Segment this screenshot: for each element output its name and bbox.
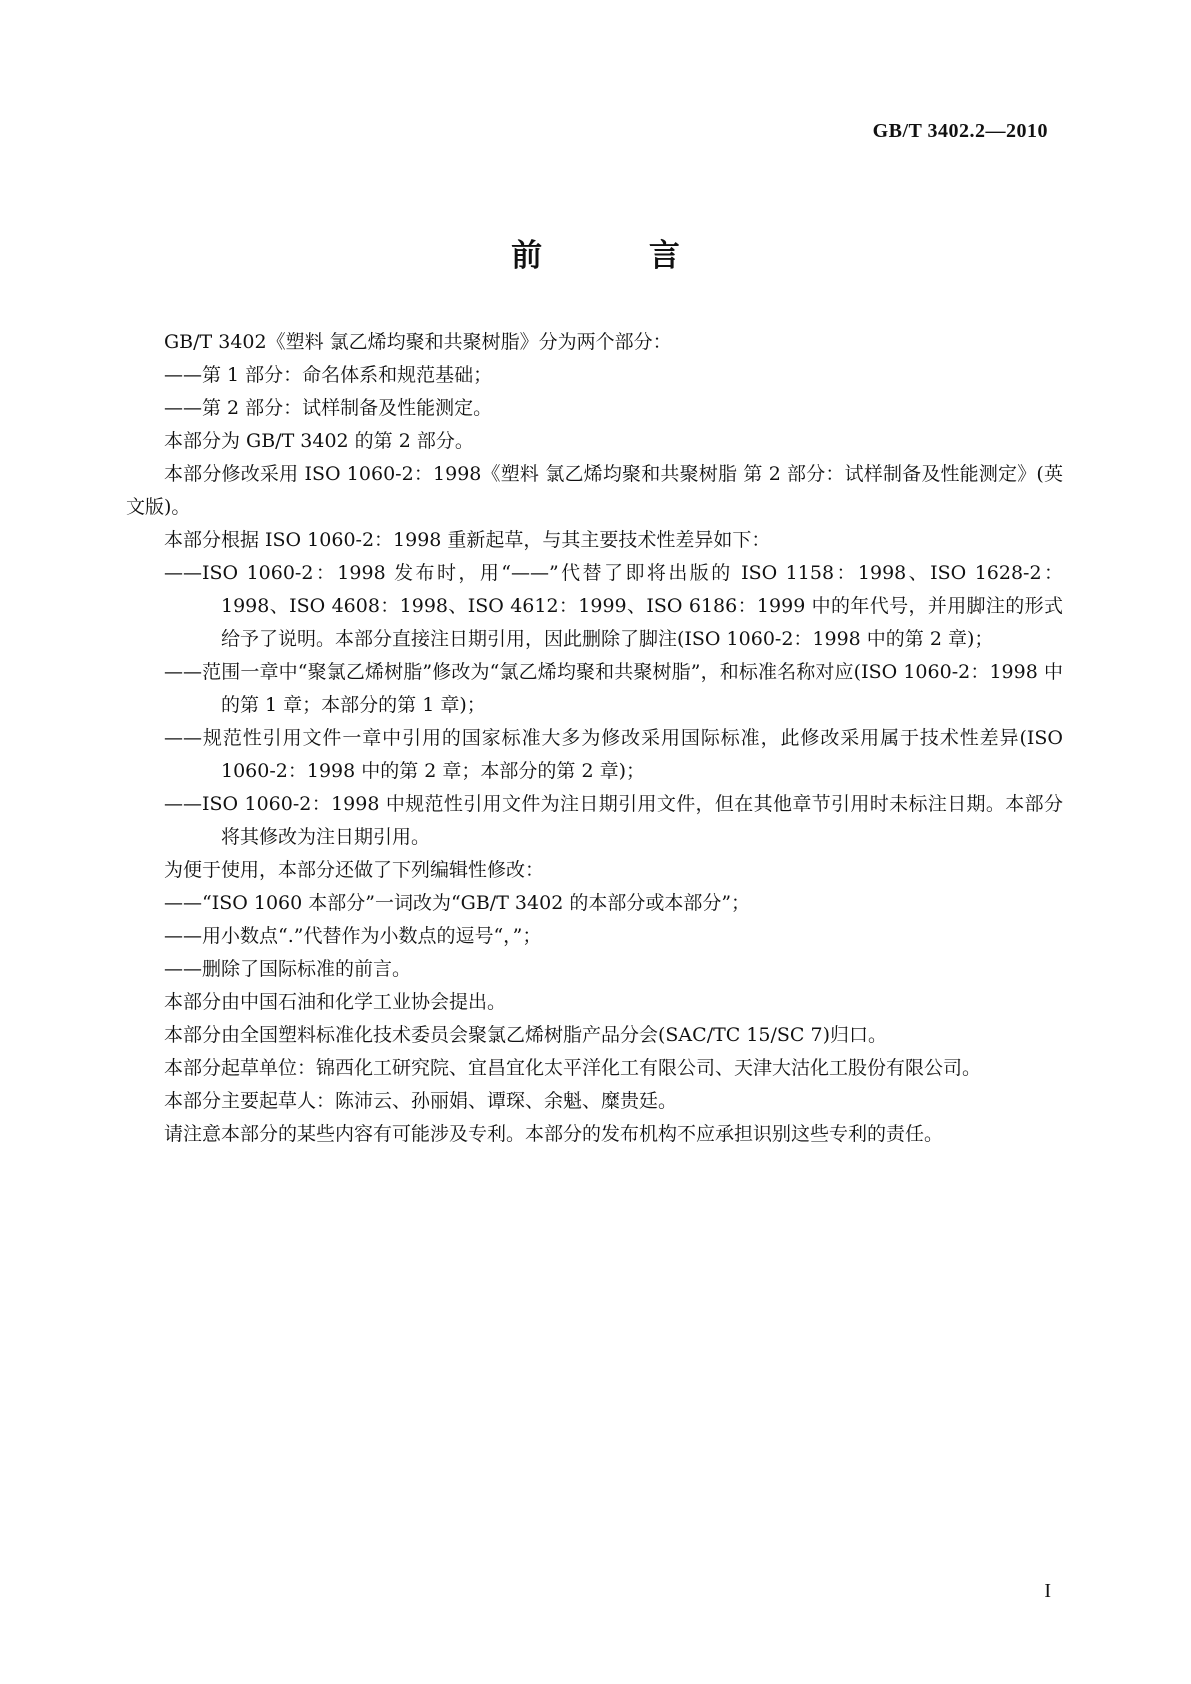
paragraph-adoption: 本部分修改采用 ISO 1060-2：1998《塑料 氯乙烯均聚和共聚树脂 第 2 部分：试样制备及性能测定》(英文版)。: [126, 463, 1063, 518]
page-title: 前 言: [511, 238, 728, 274]
paragraph-under-jurisdiction: 本部分由全国塑料标准化技术委员会聚氯乙烯树脂产品分会(SAC/TC 15/SC 7)归口。: [164, 1024, 888, 1046]
paragraph-parts-intro: GB/T 3402《塑料 氯乙烯均聚和共聚树脂》分为两个部分：: [164, 331, 672, 353]
list-item-difference-2: ——范围一章中“聚氯乙烯树脂”修改为“氯乙烯均聚和共聚树脂”，和标准名称对应(ISO 1060-2：1998 中的第 1 章；本部分的第 1 章)；: [164, 661, 1063, 716]
paragraph-patent-notice: 请注意本部分的某些内容有可能涉及专利。本部分的发布机构不应承担识别这些专利的责任。: [164, 1123, 944, 1145]
list-item-part-1: ——第 1 部分：命名体系和规范基础；: [164, 364, 493, 386]
paragraph-drafters: 本部分主要起草人：陈沛云、孙丽娟、谭琛、余魁、糜贵廷。: [164, 1090, 678, 1112]
foreword-body: [126, 326, 1063, 1151]
page-number: I: [1044, 1580, 1051, 1602]
paragraph-differences-intro: 本部分根据 ISO 1060-2：1998 重新起草，与其主要技术性差异如下：: [164, 529, 771, 551]
standard-number: GB/T 3402.2—2010: [872, 120, 1048, 142]
list-item-editorial-1: ——“ISO 1060 本部分”一词改为“GB/T 3402 的本部分或本部分”；: [164, 892, 751, 914]
list-item-difference-1: ——ISO 1060-2：1998 发布时，用“——”代替了即将出版的 ISO 1158：1998、ISO 1628-2：1998、ISO 4608：1998、ISO 4612：1999、ISO 6186：1999 中的年代号，并用脚注的形式给予了说明。本部分直接注日期引用，因此删除了脚注(ISO 1060-2：1998 中的第 2 章)；: [164, 562, 1063, 650]
list-item-editorial-3: ——删除了国际标准的前言。: [164, 958, 412, 980]
list-item-difference-3: ——规范性引用文件一章中引用的国家标准大多为修改采用国际标准，此修改采用属于技术性差异(ISO 1060-2：1998 中的第 2 章；本部分的第 2 章)；: [164, 727, 1063, 782]
list-item-difference-4: ——ISO 1060-2：1998 中规范性引用文件为注日期引用文件，但在其他章节引用时未标注日期。本部分将其修改为注日期引用。: [164, 793, 1063, 848]
paragraph-proposed-by: 本部分由中国石油和化学工业协会提出。: [164, 991, 507, 1013]
paragraph-this-part: 本部分为 GB/T 3402 的第 2 部分。: [164, 430, 474, 452]
paragraph-editorial-intro: 为便于使用，本部分还做了下列编辑性修改：: [164, 859, 545, 881]
list-item-part-2: ——第 2 部分：试样制备及性能测定。: [164, 397, 493, 419]
paragraph-drafting-units: 本部分起草单位：锦西化工研究院、宜昌宜化太平洋化工有限公司、天津大沽化工股份有限公司。: [164, 1057, 982, 1079]
list-item-editorial-2: ——用小数点“.”代替作为小数点的逗号“，”；: [164, 925, 542, 947]
